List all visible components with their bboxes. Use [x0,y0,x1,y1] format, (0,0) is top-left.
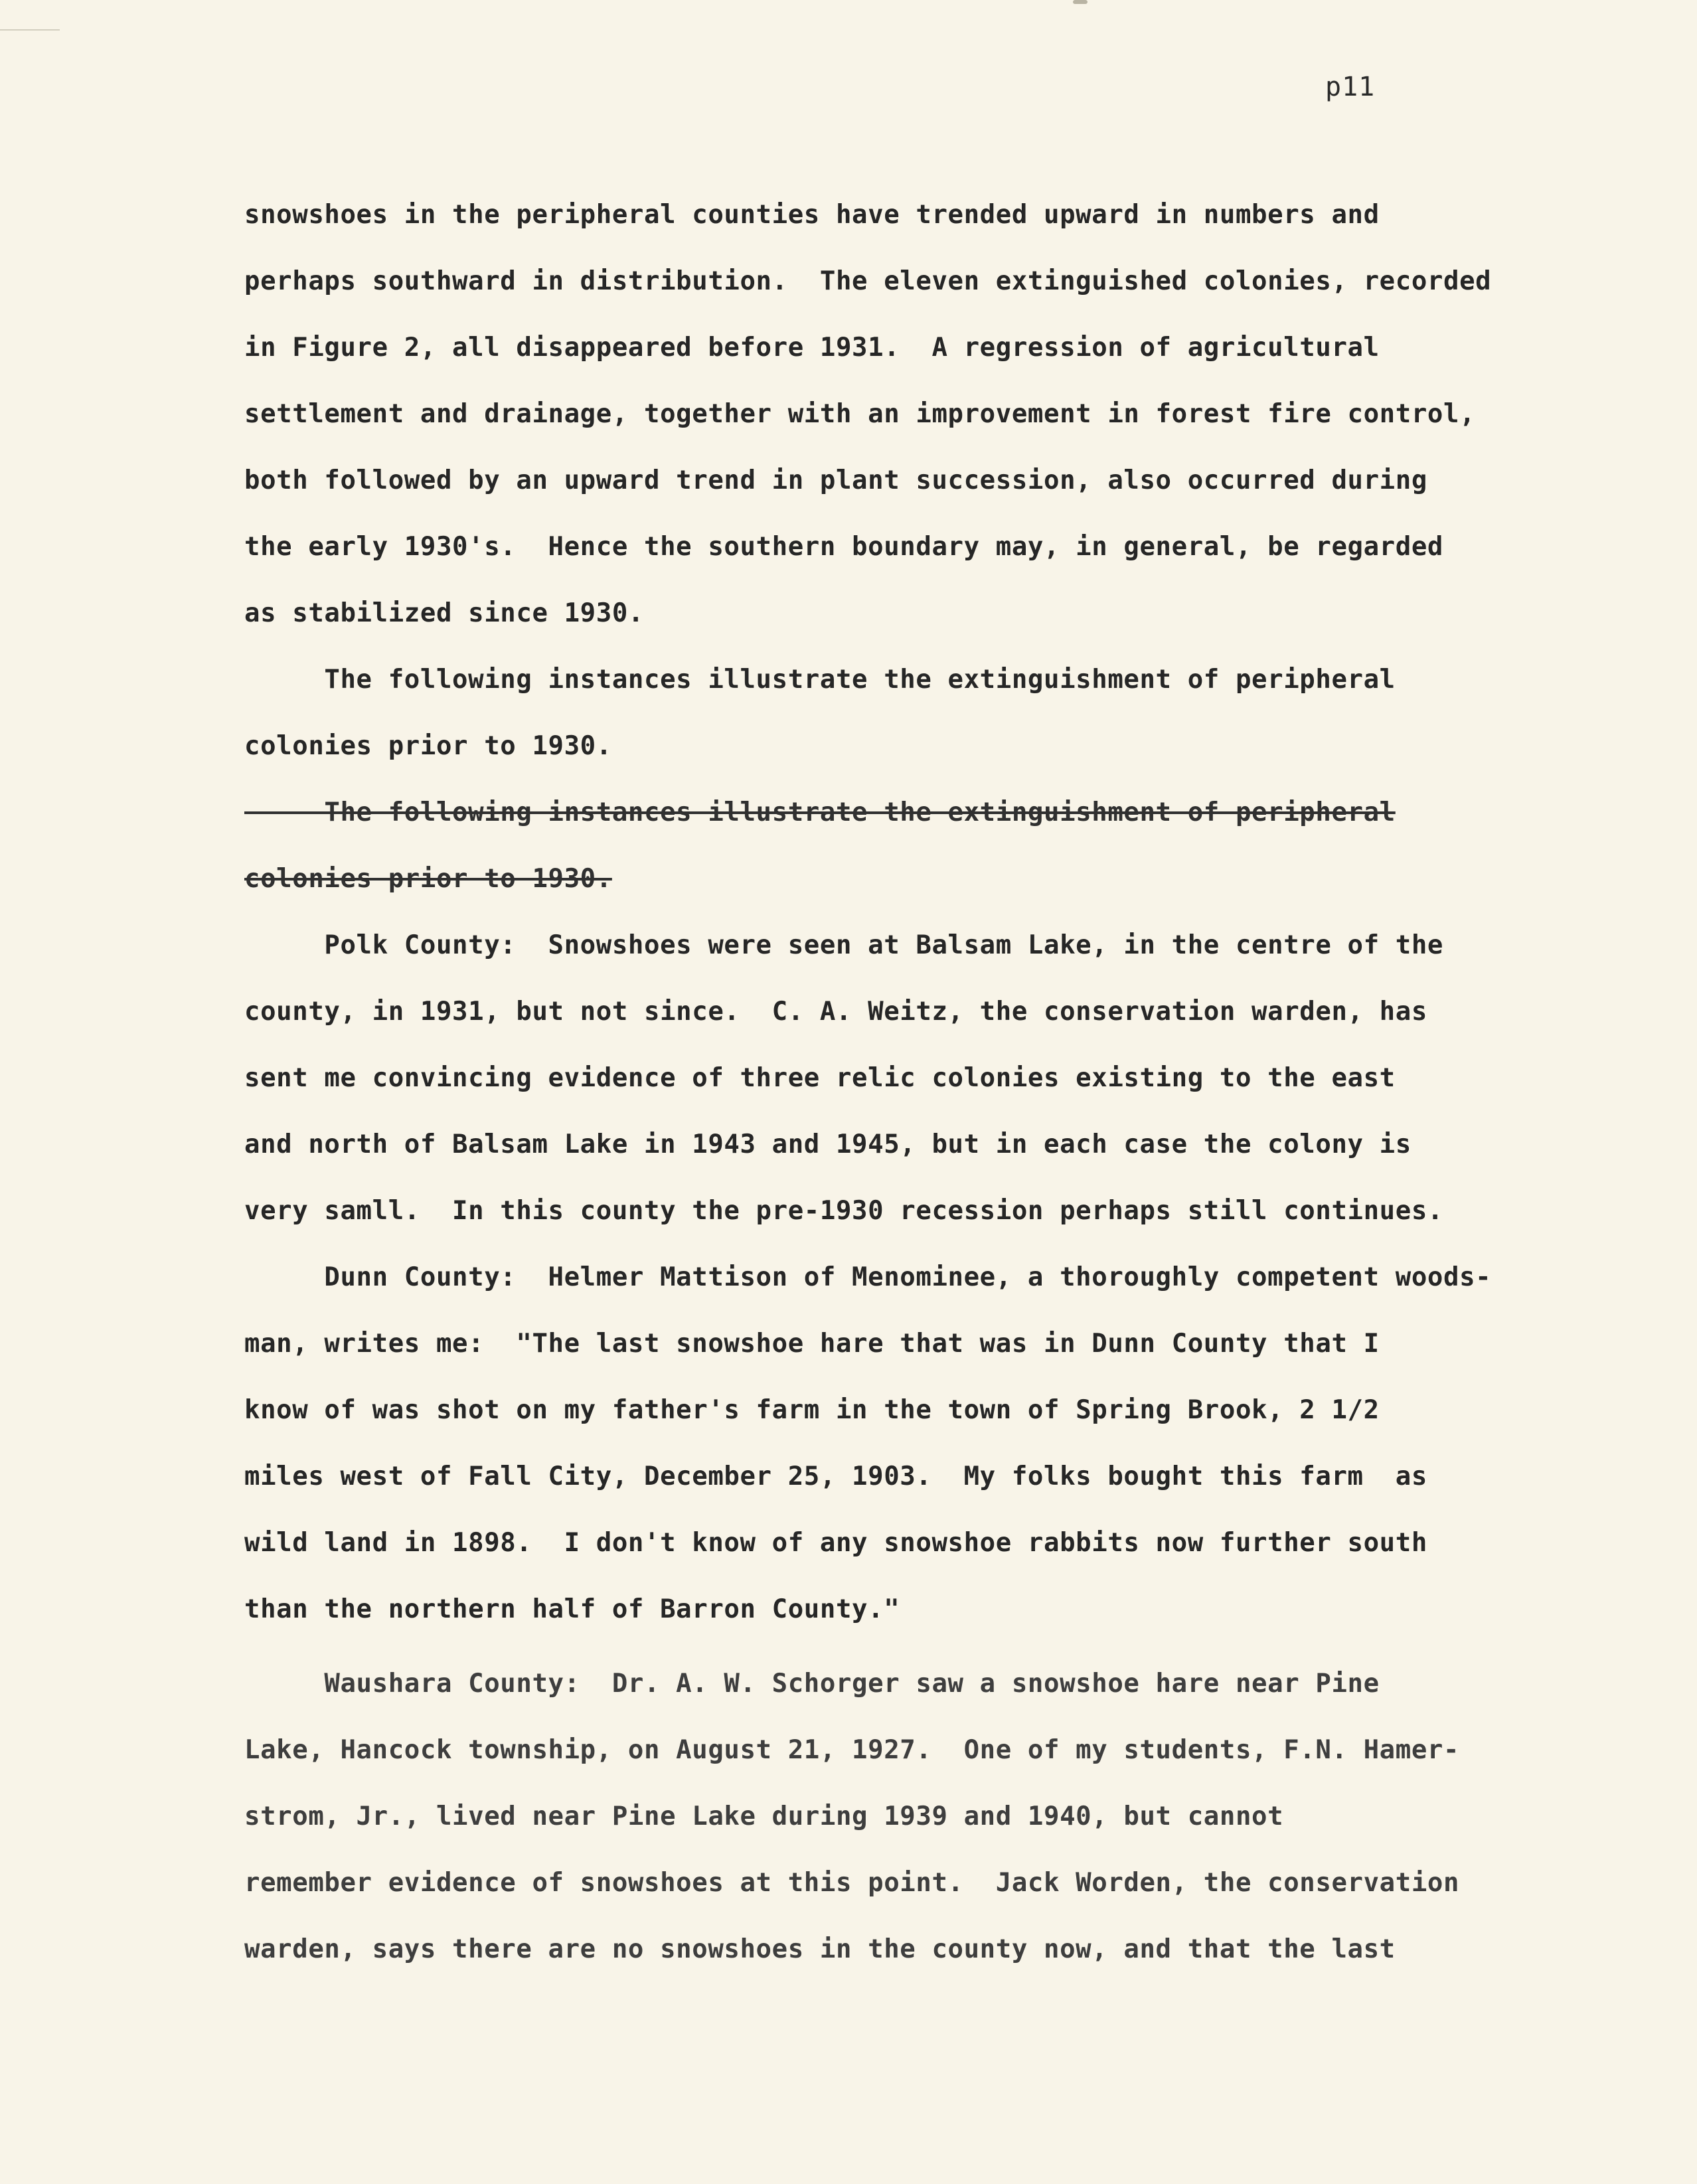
left-edge-mark [0,29,60,31]
text-line: the early 1930's. Hence the southern boundary may, in general, be regarded [244,532,1443,562]
struck-line: The following instances illustrate the extinguishment of peripheral [244,798,1396,827]
text-line: Dunn County: Helmer Mattison of Menominee, a thoroughly competent woods- [244,1262,1492,1292]
text-line: and north of Balsam Lake in 1943 and 1945, but in each case the colony is [244,1130,1412,1159]
text-line: wild land in 1898. I don't know of any snowshoe rabbits now further south [244,1528,1427,1558]
text-line: very samll. In this county the pre-1930 recession perhaps still continues. [244,1196,1443,1226]
text-line: man, writes me: "The last snowshoe hare that was in Dunn County that I [244,1329,1380,1359]
text-line: settlement and drainage, together with an improvement in forest fire control, [244,399,1476,429]
text-line: colonies prior to 1930. [244,731,612,761]
text-line: Lake, Hancock township, on August 21, 1927. One of my students, F.N. Hamer- [244,1735,1460,1765]
top-edge-mark [1073,0,1088,4]
text-line: perhaps southward in distribution. The eleven extinguished colonies, recorded [244,266,1492,296]
text-line: sent me convincing evidence of three relic colonies existing to the east [244,1063,1396,1093]
text-line: snowshoes in the peripheral counties have trended upward in numbers and [244,200,1380,230]
text-line: miles west of Fall City, December 25, 1903. My folks bought this farm as [244,1462,1427,1491]
text-line: as stabilized since 1930. [244,598,644,628]
text-line: Waushara County: Dr. A. W. Schorger saw a snowshoe hare near Pine [244,1669,1380,1699]
struck-line: colonies prior to 1930. [244,864,612,894]
text-line: both followed by an upward trend in plant succession, also occurred during [244,465,1427,495]
text-line: strom, Jr., lived near Pine Lake during 1939 and 1940, but cannot [244,1802,1284,1831]
text-line: warden, says there are no snowshoes in the county now, and that the last [244,1934,1396,1964]
page-number: p11 [1325,72,1376,102]
text-line: Polk County: Snowshoes were seen at Balsam Lake, in the centre of the [244,930,1443,960]
text-line: The following instances illustrate the extinguishment of peripheral [244,665,1396,695]
text-line: know of was shot on my father's farm in the town of Spring Brook, 2 1/2 [244,1395,1380,1425]
text-line: remember evidence of snowshoes at this point. Jack Worden, the conservation [244,1868,1460,1898]
text-line: than the northern half of Barron County." [244,1594,900,1624]
text-line: county, in 1931, but not since. C. A. Weitz, the conservation warden, has [244,997,1427,1027]
text-line: in Figure 2, all disappeared before 1931. A regression of agricultural [244,333,1380,363]
